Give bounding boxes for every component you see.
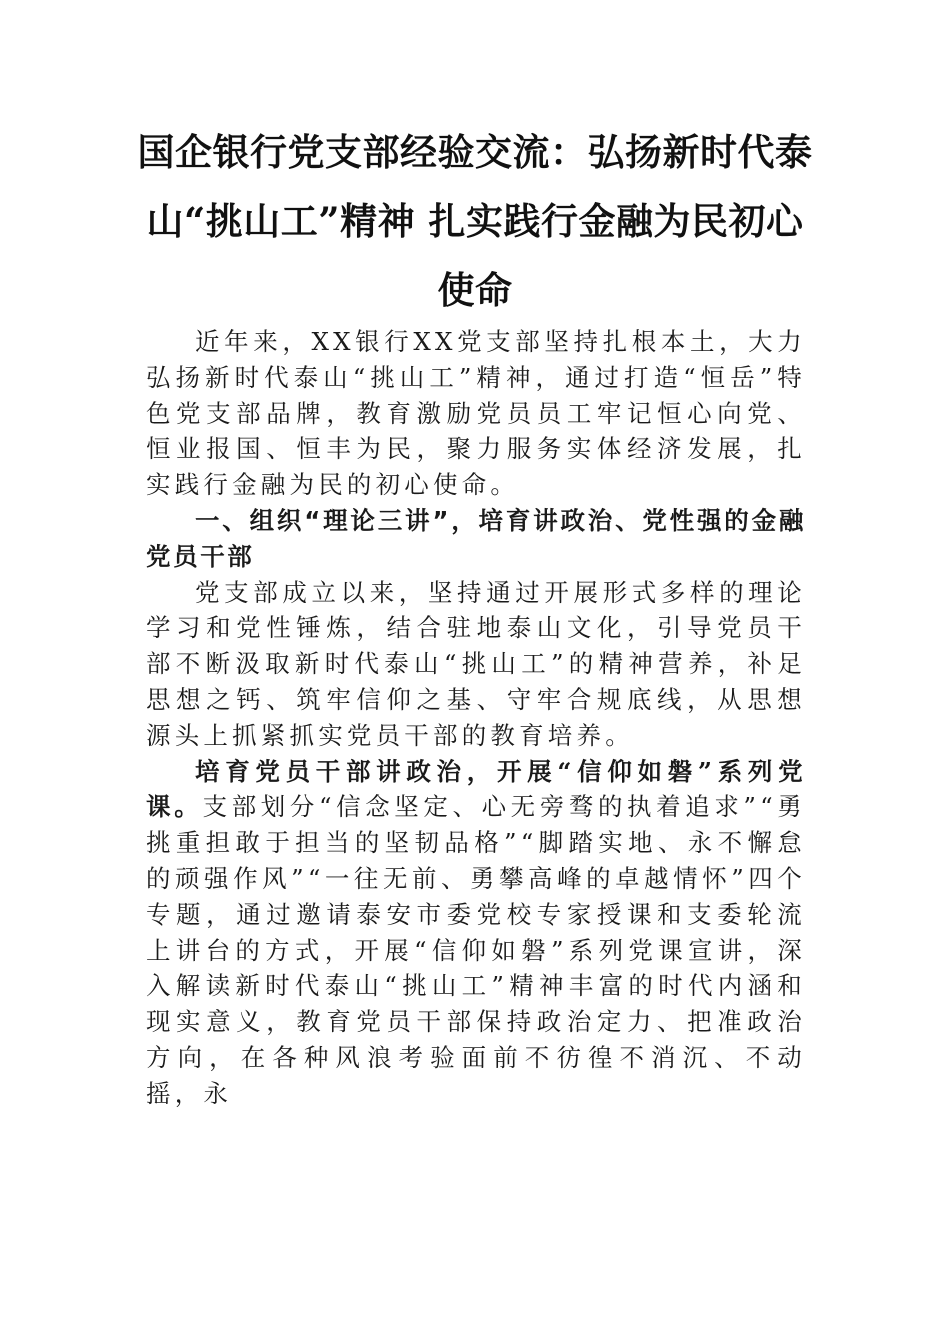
subsection-paragraph <box>146 754 806 1112</box>
section-heading-1: 一、组织“理论三讲”，培育讲政治、党性强的金融党员干部 <box>146 505 806 571</box>
section-1-paragraph: 党支部成立以来，坚持通过开展形式多样的理论学习和党性锤炼，结合驻地泰山文化，引导党员干部不断汲取新时代泰山“挑山工”的精神营养，补足思想之钙、筑牢信仰之基、守牢合规底线，从思想源头上抓紧抓实党员干部的教育培养。 <box>146 577 806 750</box>
subsection-body: 支部划分“信念坚定、心无旁骛的执着追求”“勇挑重担敢于担当的坚韧品格”“脚踏实地、永不懈怠的顽强作风”“一往无前、勇攀高峰的卓越情怀”四个专题，通过邀请泰安市委党校专家授课和支委轮流上讲台的方式，开展“信仰如磐”系列党课宣讲，深入解读新时代泰山“挑山工”精神丰富的时代内涵和现实意义，教育党员干部保持政治定力、把准政治方向，在各种风浪考验面前不彷徨不消沉、不动摇，永 <box>146 792 806 1108</box>
subsection-lead: 培育党员干部讲政治，开展“信仰如磐”系列党课。 <box>146 756 806 822</box>
intro-paragraph: 近年来，XX银行XX党支部坚持扎根本土，大力弘扬新时代泰山“挑山工”精神，通过打造“恒岳”特色党支部品牌，教育激励党员员工牢记恒心向党、恒业报国、恒丰为民，聚力服务实体经济发展，扎实践行金融为民的初心使命。 <box>146 327 806 500</box>
document-body <box>146 324 806 1112</box>
document-title: 国企银行党支部经验交流：弘扬新时代泰山“挑山工”精神 扎实践行金融为民初心使命 <box>137 130 813 312</box>
